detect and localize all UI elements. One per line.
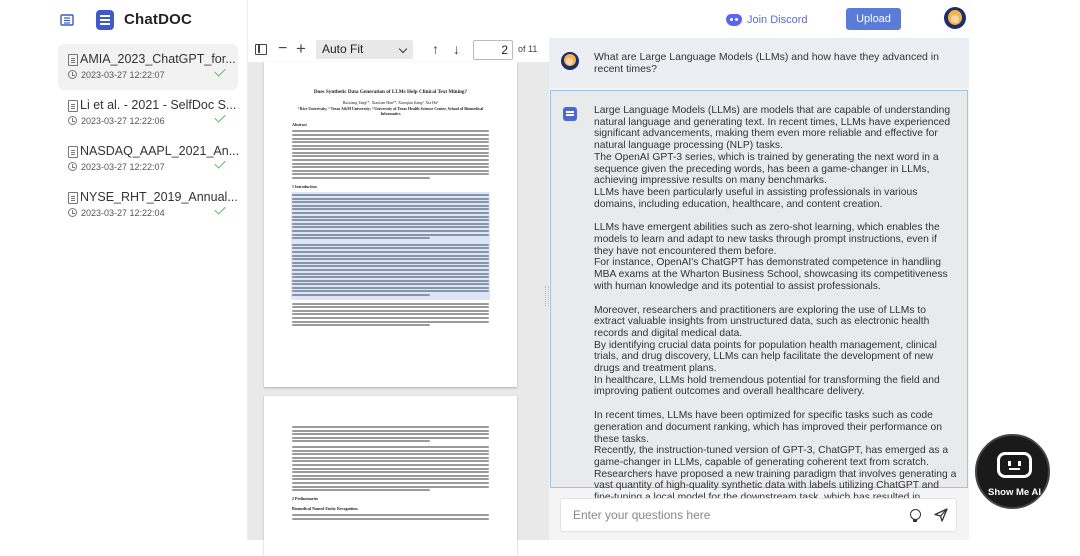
clock-icon (68, 208, 77, 217)
sidebar (0, 0, 248, 540)
highlighted-passage (291, 192, 490, 300)
join-discord-link[interactable] (726, 12, 808, 28)
document-icon (68, 146, 78, 158)
paper-title: Does Synthetic Data Generation of LLMs Help Clinical Text Mining? (313, 89, 468, 95)
zoom-value: Auto Fit (322, 42, 364, 56)
discord-icon (726, 14, 742, 26)
document-icon (68, 54, 78, 66)
zoom-in-icon[interactable]: + (296, 39, 306, 58)
ner-text (292, 514, 489, 520)
send-icon[interactable] (934, 508, 948, 522)
document-item[interactable] (58, 182, 238, 228)
introduction-text (292, 303, 489, 327)
ner-heading: Biomedical Named Entity Recognition. (292, 506, 359, 512)
clock-icon (68, 116, 77, 125)
abstract-heading: Abstract (292, 122, 307, 128)
answer-paragraph: For instance, OpenAI's ChatGPT has demonstrated competence in handling MBA exams at the Wharton Business School, showcasing its competitiveness with human knowledge and its potential to assist professionals. (594, 257, 948, 292)
document-date: 2023-03-27 12:22:07 (81, 162, 165, 172)
show-me-ai-label: Show Me AI (988, 487, 1041, 498)
pdf-page (264, 62, 517, 387)
zoom-out-icon[interactable]: − (278, 40, 288, 57)
document-date: 2023-03-27 12:22:06 (81, 116, 165, 126)
document-icon (68, 100, 78, 112)
app-title: ChatDOC (124, 11, 193, 28)
answer-paragraph: Recently, the instruction-tuned version of GPT-3, ChatGPT, has emerged as a game-changer in LLMs, capable of generating coherent text from scratch. (594, 445, 949, 468)
zoom-select[interactable] (316, 40, 413, 59)
robot-icon (997, 452, 1032, 478)
document-name: NYSE_RHT_2019_Annual... (80, 190, 238, 204)
pdf-toolbar (248, 38, 549, 62)
user-avatar (561, 52, 579, 70)
paper-authors: Ruixiang Tang¹*, Xiaotian Han¹*, Xiaoqian Jiang², Xia Hu¹ (342, 99, 439, 105)
toggle-thumbnails-icon[interactable] (255, 44, 267, 55)
answer-text (594, 105, 959, 527)
introduction-heading: 1 Introduction (292, 184, 317, 190)
page-two-text (292, 426, 489, 491)
answer-paragraph: In recent times, LLMs have been optimized for specific tasks such as code generation and document ranking, which has improved their performance on these tasks. (594, 410, 943, 445)
document-name: Li et al. - 2021 - SelfDoc S... (80, 98, 237, 112)
clock-icon (68, 162, 77, 171)
clock-icon (68, 70, 77, 79)
lightbulb-icon[interactable] (910, 509, 921, 520)
preliminaries-heading: 2 Preliminaries (292, 496, 319, 502)
join-discord-label: Join Discord (747, 14, 808, 26)
total-pages: of 11 (518, 44, 538, 54)
previous-page-icon[interactable]: ↑ (432, 41, 439, 57)
document-item[interactable] (58, 136, 238, 182)
question-text: What are Large Language Models (LLMs) and how have they advanced in recent times? (594, 51, 939, 75)
document-date: 2023-03-27 12:22:07 (81, 70, 165, 80)
next-page-icon[interactable]: ↓ (453, 41, 460, 57)
document-name: NASDAQ_AAPL_2021_An... (80, 144, 240, 158)
check-icon (214, 157, 225, 168)
check-icon (214, 65, 225, 76)
document-list (58, 44, 238, 228)
question-input-box (560, 498, 957, 532)
user-avatar[interactable] (944, 7, 966, 29)
document-icon (68, 192, 78, 204)
show-me-ai-button[interactable] (975, 434, 1050, 509)
chatdoc-logo-icon (96, 10, 114, 30)
answer-paragraph: Researchers have proposed a new training paradigm that involves generating a vast quantity of high-quality synthetic data with labels utilizing ChatGPT and (594, 468, 957, 492)
question-input[interactable] (561, 499, 891, 531)
answer-paragraph: In healthcare, LLMs hold tremendous potential for transforming the field and improving patient outcomes and overall healthcare delivery. (594, 374, 940, 398)
pdf-viewer[interactable] (248, 62, 549, 540)
chevron-down-icon (399, 45, 407, 53)
answer-paragraph: By identifying crucial data points for population health management, clinical trials, and drug discovery, LLMs can help facilitate the development of new drugs and treatment plans. (594, 339, 937, 375)
user-question-message (549, 38, 969, 88)
answer-paragraph: The OpenAI GPT-3 series, which is trained by generating the next word in a sequence given the preceding words, has been a game-changer in LLMs, achieving impressive results on many benchmarks. (594, 151, 939, 187)
chat-panel (549, 38, 969, 540)
document-item[interactable] (58, 90, 238, 136)
document-name: AMIA_2023_ChatGPT_for... (80, 52, 236, 66)
answer-paragraph: LLMs have been particularly useful in assisting professionals in various domains, including education, healthcare, and content creation. (594, 186, 918, 210)
document-date: 2023-03-27 12:22:04 (81, 208, 165, 218)
check-icon (214, 111, 225, 122)
assistant-answer-message[interactable] (550, 90, 968, 492)
document-item[interactable] (58, 44, 238, 90)
answer-paragraph: LLMs have emergent abilities such as zero-shot learning, which enables the models to learn and adapt to new tasks through prompt instructions, even if they have not encountered them before. (594, 222, 940, 257)
pdf-page (264, 396, 517, 556)
collapse-sidebar-icon[interactable] (60, 13, 74, 27)
bot-avatar-icon (563, 107, 577, 121)
page-number-input[interactable]: 2 (473, 40, 513, 60)
answer-paragraph: Large Language Models (LLMs) are models that are capable of understanding natural language and generating text. In recent times, LLMs have experienced significant advancements, making them even more reliable and effective for natural language processing (NLP) tasks. (594, 105, 951, 152)
paper-affiliations: ¹ Rice University; ² Texas A&M University; ³ University of Texas Health Science Center, School of Biomedical Informatics (297, 105, 484, 117)
check-icon (214, 203, 225, 214)
upload-button[interactable]: Upload (846, 8, 901, 30)
abstract-text (292, 130, 489, 179)
answer-paragraph: Moreover, researchers and practitioners are exploring the use of LLMs to extract valuable insights from unstructured data, such as electronic health records and digital medical data. (594, 304, 930, 339)
